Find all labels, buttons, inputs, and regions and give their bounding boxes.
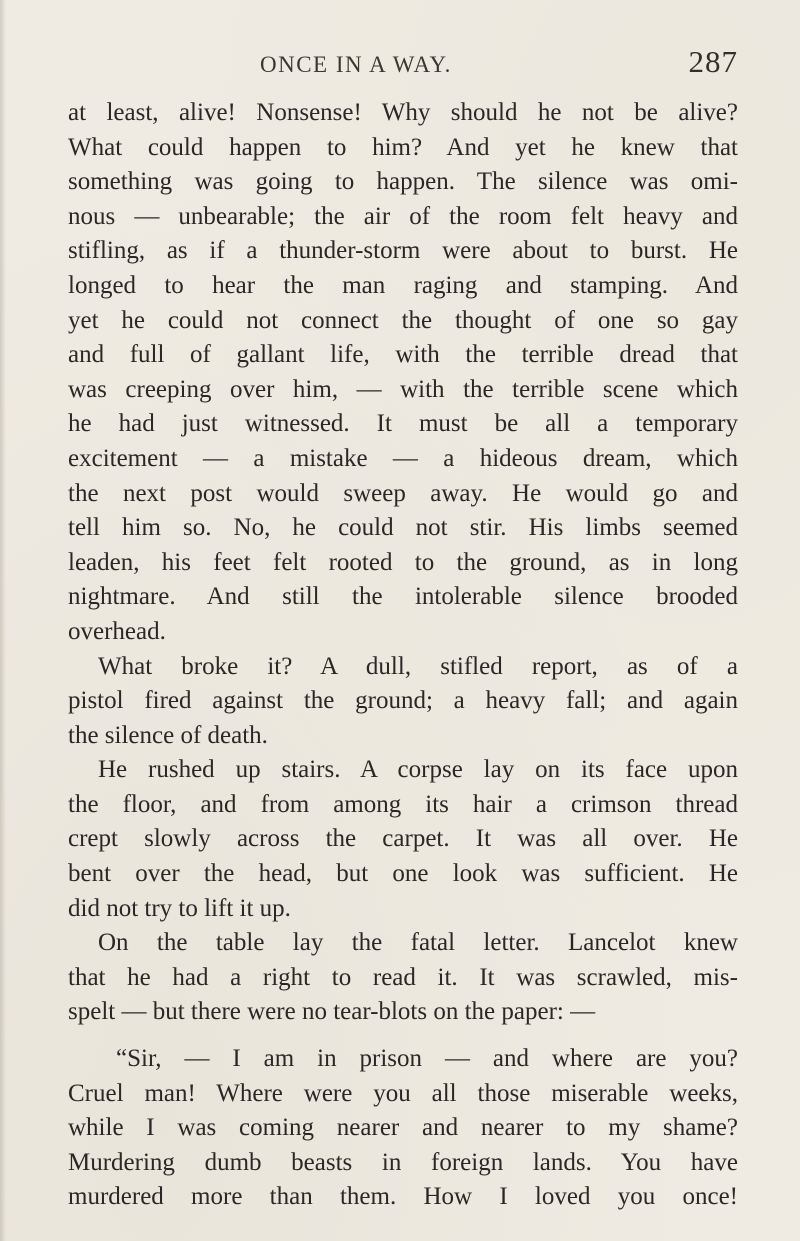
text-line: and full of gallant life, with the terrible dread that (68, 341, 738, 369)
text-line: Cruel man! Where were you all those miserable weeks, (68, 1079, 738, 1107)
text-line: the silence of death. (68, 721, 268, 749)
text-line: the next post would sweep away. He would go and (68, 479, 738, 507)
text-line: leaden, his feet felt rooted to the ground, as in long (68, 548, 738, 576)
text-line: bent over the head, but one look was sufficient. He (68, 860, 738, 888)
text-line: the floor, and from among its hair a crimson thread (68, 790, 738, 818)
text-line: tell him so. No, he could not stir. His limbs seemed (68, 514, 738, 542)
running-head: ONCE IN A WAY. (260, 52, 452, 77)
letter-quote (68, 1042, 738, 1215)
text-line: was creeping over him, — with the terrible scene which (68, 375, 738, 403)
text-line: spelt — but there were no tear-blots on the paper: — (68, 998, 596, 1026)
text-line: What broke it? A dull, stifled report, as of a (98, 652, 738, 680)
text-line: pistol fired against the ground; a heavy fall; and again (68, 687, 738, 715)
body-text (68, 96, 738, 1215)
text-line: crept slowly across the carpet. It was all over. He (68, 825, 738, 853)
text-line: stifling, as if a thunder-storm were about to burst. He (68, 237, 738, 265)
text-line: nous — unbearable; the air of the room felt heavy and (68, 202, 738, 230)
page-header (80, 44, 738, 84)
text-line: that he had a right to read it. It was scrawled, mis- (68, 963, 738, 991)
text-line: excitement — a mistake — a hideous dream, which (68, 444, 738, 472)
page-edge-shadow (0, 0, 6, 1241)
page-number: 287 (688, 44, 738, 79)
paragraph-2 (68, 650, 738, 754)
text-line: something was going to happen. The silence was omi- (68, 168, 738, 196)
text-line: yet he could not connect the thought of one so gay (68, 306, 738, 334)
text-line: did not try to lift it up. (68, 894, 291, 922)
letter-spacer (68, 1030, 738, 1042)
text-line: while I was coming nearer and nearer to my shame? (68, 1114, 738, 1142)
paragraph-3 (68, 753, 738, 926)
paragraph-1 (68, 96, 738, 650)
text-line: “Sir, — I am in prison — and where are you? (116, 1045, 738, 1073)
text-line: On the table lay the fatal letter. Lancelot knew (98, 929, 738, 957)
text-line: What could happen to him? And yet he knew that (68, 133, 738, 161)
text-line: Murdering dumb beasts in foreign lands. You have (68, 1148, 738, 1176)
paragraph-4 (68, 926, 738, 1030)
text-line: nightmare. And still the intolerable silence brooded (68, 583, 738, 611)
text-line: overhead. (68, 617, 166, 645)
text-line: at least, alive! Nonsense! Why should he not be alive? (68, 99, 738, 126)
text-line: He rushed up stairs. A corpse lay on its face upon (98, 756, 738, 784)
text-line: murdered more than them. How I loved you once! (68, 1183, 738, 1211)
text-line: longed to hear the man raging and stamping. And (68, 271, 738, 299)
text-line: he had just witnessed. It must be all a temporary (68, 410, 738, 438)
